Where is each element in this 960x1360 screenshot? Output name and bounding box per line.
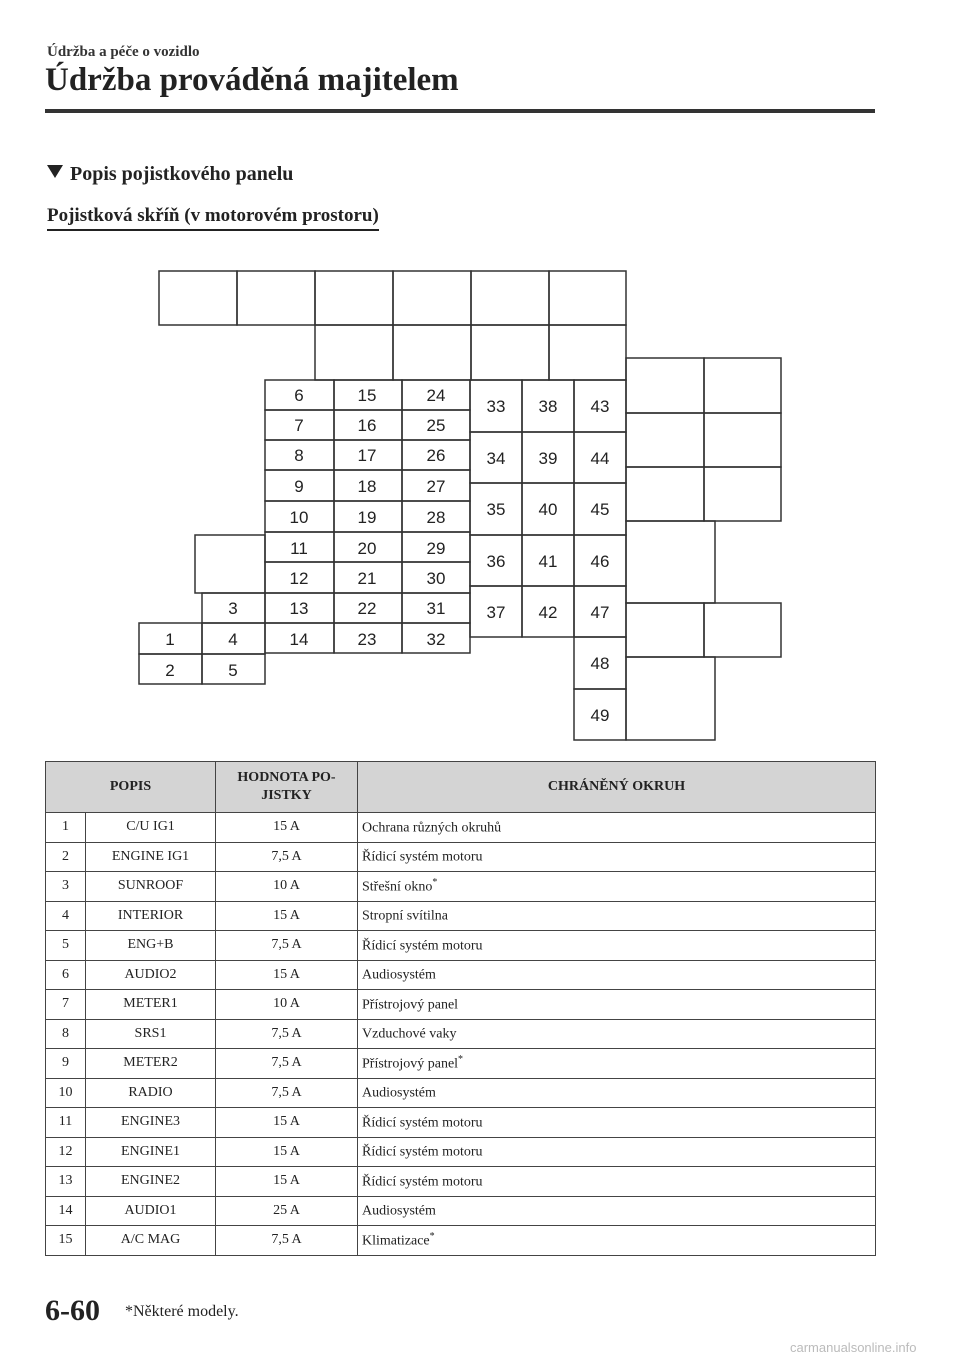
fuse-table — [45, 761, 876, 1256]
fuse-number — [46, 842, 86, 872]
fuse-number-text: 4 — [62, 907, 69, 923]
fuse-value — [216, 990, 358, 1020]
fuse-name-text: ENG+B — [127, 937, 174, 953]
protected-circuit-text: Stropní svítilna — [362, 909, 448, 925]
fuse-label: 11 — [290, 539, 308, 558]
fuse-value — [216, 1108, 358, 1138]
protected-circuit-text: Ochrana různých okruhů — [362, 820, 502, 836]
fuse-number — [46, 1167, 86, 1197]
fuse-label: 39 — [538, 449, 558, 468]
protected-circuit-text: Přístrojový panel — [362, 997, 459, 1013]
fuse-label: 14 — [289, 630, 309, 649]
fuse-name-text: INTERIOR — [117, 907, 184, 923]
fuse-label: 17 — [357, 446, 377, 465]
fuse-name-text: C/U IG1 — [126, 819, 175, 835]
header-okruh: CHRÁNĚNÝ OKRUH — [358, 762, 876, 813]
protected-circuit — [358, 1137, 876, 1167]
protected-circuit-text: Audiosystém — [362, 1086, 436, 1102]
fuse-label: 29 — [426, 539, 446, 558]
fuse-name-text: AUDIO1 — [124, 1202, 177, 1218]
protected-circuit — [358, 813, 876, 843]
fuse-label: 42 — [538, 603, 558, 622]
fuse-label: 27 — [426, 477, 446, 496]
fuse-name-text: SUNROOF — [117, 878, 184, 894]
table-row — [46, 813, 876, 843]
table-row — [46, 960, 876, 990]
fuse-value-text: 7,5 A — [271, 1025, 302, 1041]
fuse-number-text: 8 — [62, 1025, 69, 1041]
fuse-label: 30 — [426, 569, 446, 588]
protected-circuit — [358, 842, 876, 872]
page-number: 6-60 — [45, 1294, 100, 1327]
fuse-name — [86, 1196, 216, 1226]
table-row — [46, 1078, 876, 1108]
fuse-name-text: METER2 — [123, 1055, 178, 1071]
fuse-slot — [471, 271, 549, 325]
fuse-label: 16 — [357, 416, 377, 435]
fuse-label: 23 — [357, 630, 377, 649]
fuse-label: 7 — [294, 416, 304, 435]
fuse-value-text: 15 A — [273, 1173, 300, 1189]
fuse-value — [216, 1226, 358, 1256]
fuse-label: 3 — [228, 599, 238, 618]
fuse-name — [86, 842, 216, 872]
fuse-value-text: 15 A — [273, 907, 300, 923]
fuse-slot — [704, 413, 781, 467]
footnote-marker: * — [432, 876, 438, 888]
fuse-number-text: 10 — [58, 1084, 73, 1100]
fuse-label: 26 — [426, 446, 446, 465]
protected-circuit-text: Audiosystém — [362, 1204, 436, 1220]
fuse-slot — [626, 657, 715, 740]
table-body — [46, 813, 876, 1256]
protected-circuit-text: Řídicí systém motoru — [362, 1115, 483, 1131]
protected-circuit-text: Klimatizace — [362, 1233, 430, 1249]
fuse-label: 6 — [294, 386, 304, 405]
protected-circuit — [358, 901, 876, 931]
fuse-value — [216, 813, 358, 843]
fuse-name-text: METER1 — [123, 996, 178, 1012]
table-row — [46, 872, 876, 902]
fuse-value — [216, 842, 358, 872]
fuse-value-text: 25 A — [273, 1202, 300, 1218]
protected-circuit — [358, 990, 876, 1020]
fuse-slot — [393, 325, 471, 380]
fuse-label: 18 — [357, 477, 377, 496]
fuse-number-text: 12 — [58, 1143, 73, 1159]
fuse-number-text: 3 — [62, 878, 69, 894]
fuse-name — [86, 990, 216, 1020]
fuse-label: 49 — [590, 706, 610, 725]
fuse-slot — [626, 603, 704, 657]
fuse-name-text: ENGINE2 — [120, 1173, 181, 1189]
fuse-value-text: 15 A — [273, 1143, 300, 1159]
fuse-value — [216, 1167, 358, 1197]
protected-circuit-text: Řídicí systém motoru — [362, 850, 483, 866]
fuse-name — [86, 1049, 216, 1079]
fuse-label: 24 — [426, 386, 446, 405]
fuse-value — [216, 872, 358, 902]
fuse-name — [86, 901, 216, 931]
fuse-value — [216, 1196, 358, 1226]
subheading-text: Popis pojistkového panelu — [70, 163, 294, 185]
fuse-value-text: 7,5 A — [271, 937, 302, 953]
protected-circuit — [358, 931, 876, 961]
fuse-value — [216, 901, 358, 931]
protected-circuit — [358, 1108, 876, 1138]
fuse-value-text: 7,5 A — [271, 1055, 302, 1071]
protected-circuit-text: Řídicí systém motoru — [362, 1174, 483, 1190]
fuse-number-labels — [165, 386, 609, 725]
table-row — [46, 1019, 876, 1049]
fuse-name-text: ENGINE1 — [120, 1143, 181, 1159]
protected-circuit — [358, 960, 876, 990]
fuse-label: 41 — [538, 552, 558, 571]
fuse-value — [216, 1049, 358, 1079]
table-row — [46, 842, 876, 872]
fuse-label: 8 — [294, 446, 304, 465]
fuse-label: 28 — [426, 508, 446, 527]
fuse-name — [86, 813, 216, 843]
fuse-slot — [626, 358, 704, 413]
protected-circuit — [358, 1167, 876, 1197]
protected-circuit-text: Audiosystém — [362, 968, 436, 984]
fuse-value-text: 15 A — [273, 819, 300, 835]
protected-circuit-text: Vzduchové vaky — [362, 1027, 457, 1043]
fuse-number-text: 11 — [58, 1114, 73, 1130]
fuse-label: 4 — [228, 630, 238, 649]
fuse-number — [46, 960, 86, 990]
table-row — [46, 1196, 876, 1226]
table-row — [46, 931, 876, 961]
table-header-row — [46, 762, 876, 813]
fuse-label: 9 — [294, 477, 304, 496]
fuse-box-heading: Pojistková skříň (v motorovém prostoru) — [47, 205, 379, 231]
fuse-value-text: 7,5 A — [271, 1232, 302, 1248]
fuse-name-text: ENGINE3 — [120, 1114, 181, 1130]
fuse-label: 47 — [590, 603, 610, 622]
fuse-label: 31 — [426, 599, 446, 618]
watermark: carmanualsonline.info — [790, 1340, 917, 1355]
fuse-value — [216, 1137, 358, 1167]
fuse-value-text: 10 A — [273, 996, 300, 1012]
fuse-value-text: 10 A — [273, 878, 300, 894]
fuse-label: 25 — [426, 416, 446, 435]
fuse-label: 45 — [590, 500, 610, 519]
fuse-name-text: SRS1 — [134, 1025, 167, 1041]
fuse-label: 5 — [228, 661, 238, 680]
fuse-number — [46, 1078, 86, 1108]
fuse-label: 15 — [357, 386, 377, 405]
fuse-name — [86, 1078, 216, 1108]
header-popis: POPIS — [46, 762, 216, 813]
fuse-label: 20 — [357, 539, 377, 558]
protected-circuit — [358, 872, 876, 902]
table-row — [46, 1167, 876, 1197]
fuse-slot — [549, 325, 626, 380]
table-row — [46, 1049, 876, 1079]
fuse-value — [216, 1078, 358, 1108]
fuse-name — [86, 1167, 216, 1197]
fuse-label: 48 — [590, 654, 610, 673]
fuse-name-text: A/C MAG — [120, 1232, 181, 1248]
fuse-label: 10 — [289, 508, 309, 527]
fuse-number-text: 7 — [62, 996, 69, 1012]
fuse-name-text: RADIO — [128, 1084, 173, 1100]
fuse-slot — [704, 603, 781, 657]
fuse-value-text: 7,5 A — [271, 848, 302, 864]
fuse-value — [216, 931, 358, 961]
fuse-number-text: 13 — [58, 1173, 73, 1189]
fuse-name — [86, 1019, 216, 1049]
fuse-label: 43 — [590, 397, 610, 416]
protected-circuit — [358, 1078, 876, 1108]
fuse-name — [86, 1137, 216, 1167]
fuse-number-text: 15 — [58, 1232, 73, 1248]
fuse-slot — [159, 271, 237, 325]
fuse-name-text: ENGINE IG1 — [111, 848, 190, 864]
fuse-number — [46, 813, 86, 843]
fuse-number — [46, 1019, 86, 1049]
fuse-value-text: 15 A — [273, 1114, 300, 1130]
protected-circuit — [358, 1196, 876, 1226]
protected-circuit-text: Střešní okno — [362, 879, 433, 895]
fuse-slot — [626, 413, 704, 467]
fuse-name — [86, 931, 216, 961]
fuse-slot — [626, 521, 715, 603]
fuse-label: 12 — [289, 569, 309, 588]
table-row — [46, 1108, 876, 1138]
footnote-marker: * — [429, 1230, 435, 1242]
fuse-slot — [315, 271, 393, 325]
fuse-number — [46, 1049, 86, 1079]
protected-circuit-text: Řídicí systém motoru — [362, 938, 483, 954]
protected-circuit — [358, 1019, 876, 1049]
fuse-slot — [471, 325, 549, 380]
fuse-number — [46, 990, 86, 1020]
footnote: *Některé modely. — [125, 1303, 239, 1320]
fuse-number-text: 2 — [62, 848, 69, 864]
fuse-label: 32 — [426, 630, 446, 649]
fuse-name-text: AUDIO2 — [124, 966, 177, 982]
fuse-value-text: 7,5 A — [271, 1084, 302, 1100]
fuse-label: 1 — [165, 630, 175, 649]
fuse-number — [46, 931, 86, 961]
fuse-label: 37 — [486, 603, 506, 622]
fuse-number — [46, 1226, 86, 1256]
fuse-label: 40 — [538, 500, 558, 519]
fuse-number-text: 9 — [62, 1055, 69, 1071]
fuse-number — [46, 1196, 86, 1226]
fuse-slot — [626, 467, 704, 521]
fuse-name — [86, 1226, 216, 1256]
fuse-slot — [393, 271, 471, 325]
fuse-label: 19 — [357, 508, 377, 527]
fuse-label: 21 — [357, 569, 377, 588]
fuse-number-text: 6 — [62, 966, 69, 982]
fuse-label: 22 — [357, 599, 377, 618]
fuse-label: 44 — [590, 449, 610, 468]
fuse-label: 38 — [538, 397, 558, 416]
fuse-number-text: 1 — [62, 819, 69, 835]
fuse-number — [46, 872, 86, 902]
fuse-number — [46, 1137, 86, 1167]
fuse-slot — [549, 271, 626, 325]
fuse-slot — [315, 325, 393, 380]
footnote-marker: * — [458, 1053, 464, 1065]
fuse-label: 46 — [590, 552, 610, 571]
fuse-name — [86, 1108, 216, 1138]
table-row — [46, 1137, 876, 1167]
fuse-slot — [237, 271, 315, 325]
protected-circuit-text: Přístrojový panel — [362, 1056, 459, 1072]
fuse-slot — [195, 535, 265, 593]
fuse-label: 13 — [289, 599, 309, 618]
fuse-label: 35 — [486, 500, 506, 519]
fuse-value — [216, 960, 358, 990]
fuse-number-text: 14 — [58, 1202, 73, 1218]
fuse-name — [86, 872, 216, 902]
fuse-slot — [704, 467, 781, 521]
fuse-slot — [704, 358, 781, 413]
protected-circuit — [358, 1226, 876, 1256]
fuse-number-text: 5 — [62, 937, 69, 953]
fuse-value — [216, 1019, 358, 1049]
fuse-label: 33 — [486, 397, 506, 416]
protected-circuit-text: Řídicí systém motoru — [362, 1145, 483, 1161]
fuse-number — [46, 901, 86, 931]
fuse-label: 34 — [486, 449, 506, 468]
protected-circuit — [358, 1049, 876, 1079]
fuse-value-text: 15 A — [273, 966, 300, 982]
table-row — [46, 990, 876, 1020]
section-label: Údržba a péče o vozidlo — [47, 44, 200, 60]
table-row — [46, 901, 876, 931]
table-row — [46, 1226, 876, 1256]
fuse-label: 36 — [486, 552, 506, 571]
fuse-label: 2 — [165, 661, 175, 680]
fuse-number — [46, 1108, 86, 1138]
header-hodnota: HODNOTA PO- JISTKY — [216, 762, 358, 813]
page-title: Údržba prováděná majitelem — [45, 62, 459, 98]
fuse-name — [86, 960, 216, 990]
